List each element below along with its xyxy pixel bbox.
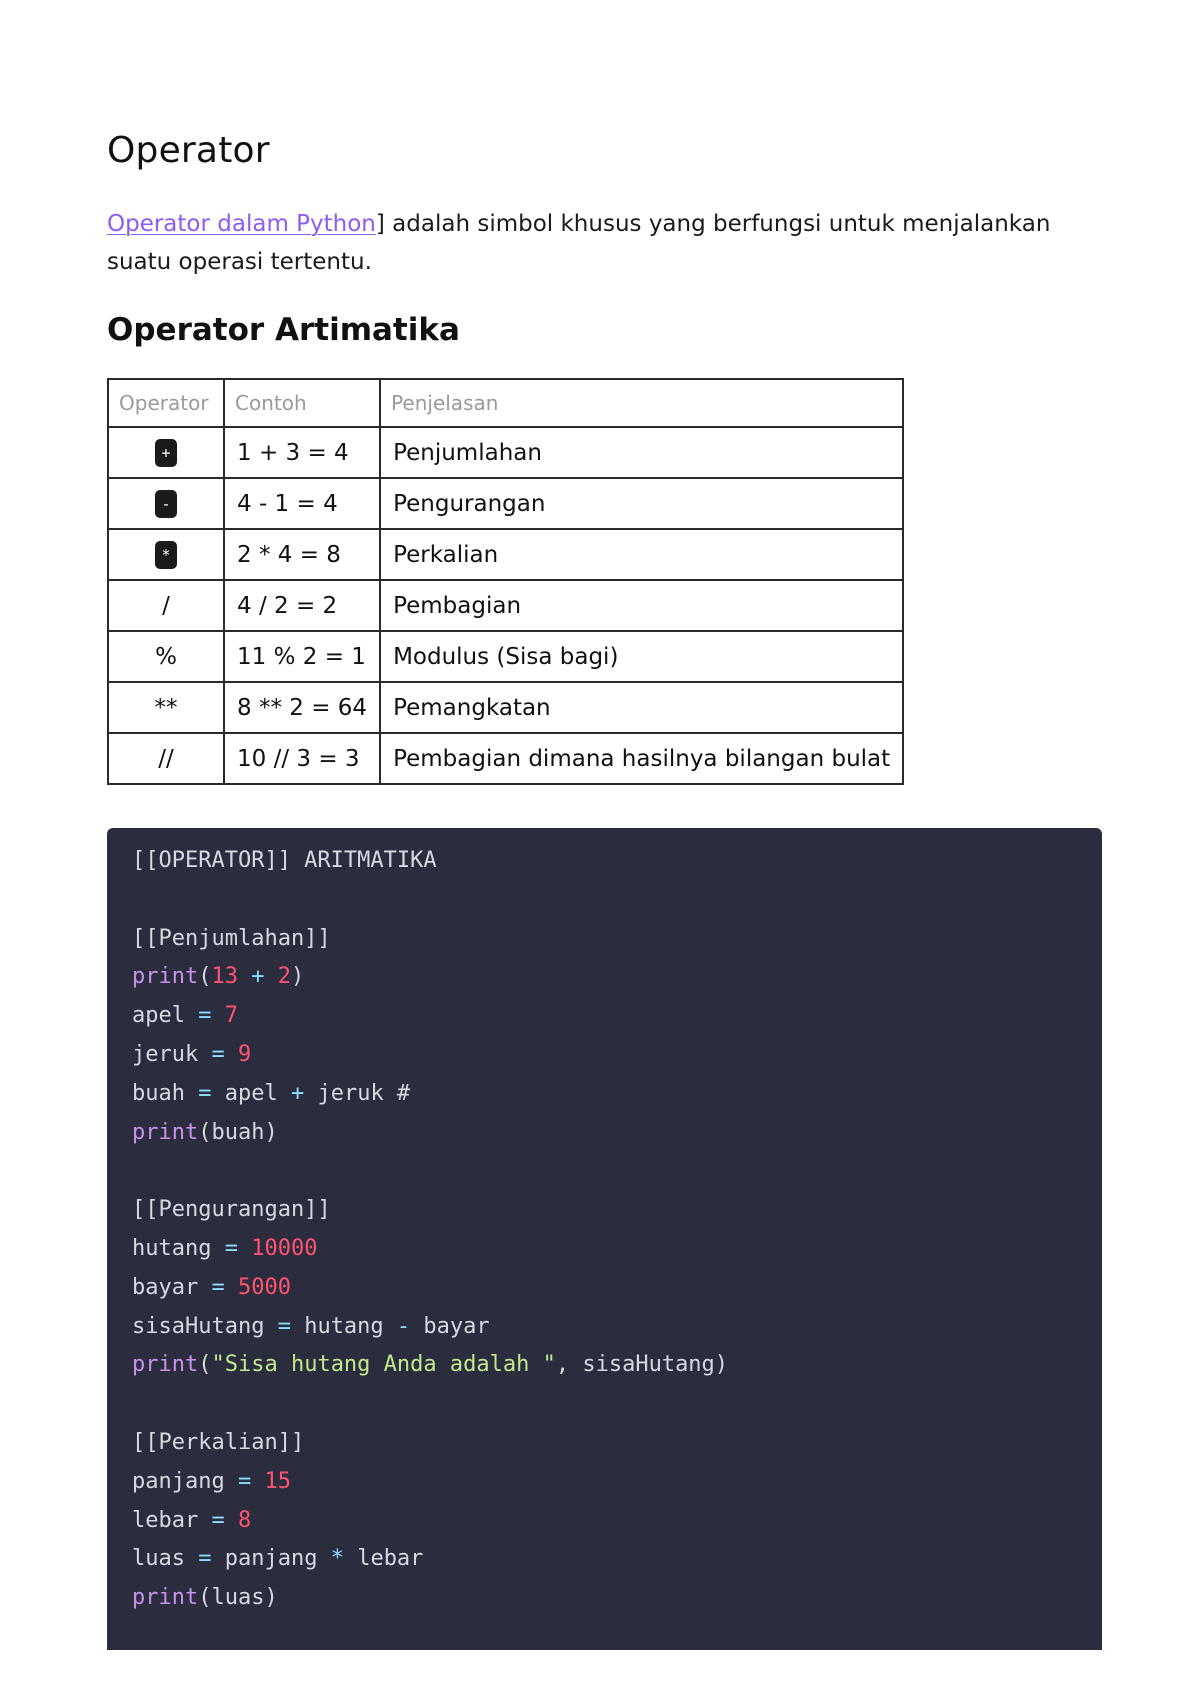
- code-token: buah: [132, 1080, 199, 1106]
- code-token: =: [237, 1468, 252, 1494]
- code-token: bayar: [410, 1313, 490, 1339]
- intro-text: ] adalah simbol khusus yang berfungsi untuk menjalankan suatu operasi tertentu.: [107, 211, 1051, 275]
- code-token: [264, 964, 277, 989]
- code-token: [225, 1042, 238, 1067]
- description-cell: Modulus (Sisa bagi): [380, 631, 903, 682]
- code-token: , sisaHutang): [555, 1352, 729, 1378]
- table-row: [108, 478, 903, 529]
- code-token: 9: [237, 1041, 252, 1067]
- code-token: luas: [132, 1546, 199, 1572]
- code-token: (luas): [198, 1585, 278, 1611]
- code-token: panjang: [211, 1546, 331, 1572]
- code-token: print: [132, 1585, 199, 1611]
- code-line: [132, 881, 1077, 920]
- operator-code-chip: -: [155, 490, 177, 518]
- table-row: [108, 733, 903, 784]
- description-cell: Pembagian dimana hasilnya bilangan bulat: [380, 733, 903, 784]
- code-line: [132, 1346, 1077, 1385]
- table-body: [108, 427, 903, 784]
- code-line: [132, 1036, 1077, 1075]
- page-title: Operator: [107, 130, 270, 171]
- operator-code-chip: *: [155, 541, 177, 569]
- operator-cell: [108, 682, 224, 733]
- header-contoh: Contoh: [224, 379, 380, 427]
- code-line: [132, 1424, 1077, 1463]
- description-cell: Pemangkatan: [380, 682, 903, 733]
- code-token: print: [132, 1119, 199, 1145]
- code-token: jeruk #: [304, 1080, 411, 1106]
- code-line: [132, 1152, 1077, 1191]
- code-token: [225, 1275, 238, 1300]
- code-token: apel: [211, 1080, 291, 1106]
- code-token: [[Pengurangan]]: [132, 1197, 331, 1223]
- code-token: lebar: [132, 1507, 212, 1533]
- operator-cell: [108, 580, 224, 631]
- code-token: 15: [264, 1468, 291, 1494]
- code-token: (: [198, 964, 212, 990]
- code-token: [238, 964, 251, 989]
- code-token: =: [277, 1313, 291, 1339]
- example-cell: 4 - 1 = 4: [224, 478, 380, 529]
- operator-symbol: **: [154, 694, 178, 721]
- example-cell: 10 // 3 = 3: [224, 733, 380, 784]
- code-token: bayar: [132, 1274, 212, 1300]
- table-header-row: [108, 379, 903, 427]
- code-token: =: [224, 1235, 238, 1261]
- operator-table: [107, 378, 904, 785]
- code-token: (: [198, 1352, 212, 1378]
- operator-symbol: /: [162, 592, 170, 619]
- code-token: =: [211, 1274, 225, 1300]
- example-cell: 1 + 3 = 4: [224, 427, 380, 478]
- code-line: [132, 1191, 1077, 1230]
- operator-cell: [108, 427, 224, 478]
- operator-code-chip: +: [155, 439, 177, 467]
- code-line: [132, 1308, 1077, 1347]
- code-token: +: [251, 964, 265, 990]
- code-line: [132, 1502, 1077, 1541]
- code-token: +: [290, 1080, 305, 1106]
- code-line: [132, 1540, 1077, 1579]
- code-line: [132, 997, 1077, 1036]
- code-token: jeruk: [132, 1041, 212, 1067]
- header-operator: Operator: [108, 379, 224, 427]
- description-cell: Perkalian: [380, 529, 903, 580]
- operator-cell: [108, 733, 224, 784]
- table-row: [108, 529, 903, 580]
- table-row: [108, 580, 903, 631]
- code-block: [107, 828, 1102, 1650]
- table-row: [108, 427, 903, 478]
- code-token: =: [211, 1041, 225, 1067]
- code-token: hutang: [132, 1235, 225, 1261]
- section-title: Operator Artimatika: [107, 312, 460, 348]
- code-token: =: [211, 1507, 225, 1533]
- code-line: [132, 1114, 1077, 1153]
- example-cell: 2 * 4 = 8: [224, 529, 380, 580]
- code-line: [132, 842, 1077, 881]
- description-cell: Pengurangan: [380, 478, 903, 529]
- table-row: [108, 631, 903, 682]
- code-token: 7: [224, 1003, 238, 1029]
- code-token: [238, 1236, 251, 1261]
- code-token: [225, 1508, 238, 1533]
- code-line: [132, 920, 1077, 959]
- header-penjelasan: Penjelasan: [380, 379, 903, 427]
- code-token: 13: [211, 964, 238, 990]
- code-token: =: [198, 1003, 212, 1029]
- code-token: [251, 1469, 264, 1494]
- code-line: [132, 958, 1077, 997]
- code-token: apel: [132, 1003, 199, 1029]
- description-cell: Pembagian: [380, 580, 903, 631]
- description-cell: Penjumlahan: [380, 427, 903, 478]
- operator-cell: [108, 631, 224, 682]
- code-token: =: [198, 1080, 212, 1106]
- code-token: lebar: [343, 1546, 424, 1572]
- code-token: [[Perkalian]]: [132, 1429, 305, 1455]
- operator-symbol: %: [155, 643, 177, 670]
- code-token: [[OPERATOR]] ARITMATIKA: [132, 848, 437, 873]
- code-token: panjang: [132, 1468, 238, 1494]
- operator-python-link[interactable]: Operator dalam Python: [107, 211, 376, 237]
- example-cell: 4 / 2 = 2: [224, 580, 380, 631]
- code-token: -: [396, 1313, 411, 1339]
- operator-cell: [108, 478, 224, 529]
- operator-cell: [108, 529, 224, 580]
- code-token: (buah): [198, 1119, 278, 1145]
- example-cell: 11 % 2 = 1: [224, 631, 380, 682]
- code-line: [132, 1385, 1077, 1424]
- code-line: [132, 1075, 1077, 1114]
- operator-symbol: //: [158, 745, 174, 772]
- code-token: hutang: [290, 1313, 397, 1339]
- code-line: [132, 1463, 1077, 1502]
- code-token: [211, 1003, 224, 1028]
- code-token: ): [290, 964, 305, 990]
- code-line: [132, 1579, 1077, 1618]
- code-token: 5000: [237, 1274, 291, 1300]
- code-token: [[Penjumlahan]]: [132, 925, 331, 951]
- example-cell: 8 ** 2 = 64: [224, 682, 380, 733]
- code-token: 10000: [251, 1235, 318, 1261]
- code-token: print: [132, 964, 199, 990]
- intro-paragraph: [107, 205, 1087, 281]
- code-line: [132, 1269, 1077, 1308]
- code-token: print: [132, 1352, 199, 1378]
- code-token: 2: [277, 964, 291, 990]
- table-row: [108, 682, 903, 733]
- code-token: 8: [237, 1507, 252, 1533]
- code-token: "Sisa hutang Anda adalah ": [211, 1352, 556, 1378]
- code-token: sisaHutang: [132, 1313, 278, 1339]
- code-token: *: [330, 1546, 344, 1572]
- code-token: =: [198, 1546, 212, 1572]
- code-line: [132, 1230, 1077, 1269]
